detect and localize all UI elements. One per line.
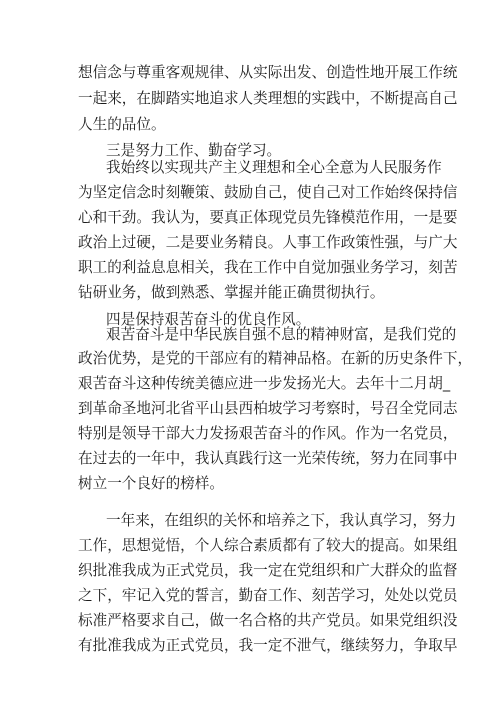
text-line: 政治上过硬，二是要业务精良。人事工作政策性强，与广大 [78,234,458,251]
text-line: 一起来，在脚踏实地追求人类理想的实践中，不断提高自己 [78,90,458,107]
text-line: 在过去的一年中，我认真践行这一光荣传统，努力在同事中 [78,450,458,467]
text-line: 政治优势，是党的干部应有的精神品格。在新的历史条件下， [78,350,473,367]
text-line: 三是努力工作、勤奋学习。 [106,142,282,159]
text-line: 标准严格要求自己，做一名合格的共产党员。如果党组织没 [78,612,458,629]
text-line: 艰苦奋斗是中华民族自强不息的精神财富，是我们党的 [106,326,457,343]
text-line: 想信念与尊重客观规律、从实际出发、创造性地开展工作统 [78,64,458,81]
text-line: 一年来，在组织的关怀和培养之下，我认真学习，努力 [106,512,457,529]
text-line: 钻研业务，做到熟悉、掌握并能正确贯彻执行。 [78,284,385,301]
text-line: 我始终以实现共产主义理想和全心全意为人民服务作 [106,159,442,176]
text-line: 四是保持艰苦奋斗的优良作风。 [106,311,311,328]
text-line: 特别是领导干部大力发扬艰苦奋斗的作风。作为一名党员， [78,425,458,442]
text-line: 织批准我成为正式党员，我一定在党组织和广大群众的监督 [78,562,458,579]
text-line: 之下，牢记入党的誓言，勤奋工作、刻苦学习，处处以党员 [78,587,458,604]
text-line: 树立一个良好的榜样。 [78,475,224,492]
text-line: 心和干劲。我认为，要真正体现党员先锋模范作用，一是要 [78,209,458,226]
text-line: 工作，思想觉悟，个人综合素质都有了较大的提高。如果组 [78,537,458,554]
text-line: 人生的品位。 [78,116,166,133]
text-line: 艰苦奋斗这种传统美德应进一步发扬光大。去年十二月胡_ [78,375,451,392]
text-line: 为坚定信念时刻鞭策、鼓励自己，使自己对工作始终保持信 [78,184,458,201]
text-line: 有批准我成为正式党员，我一定不泄气，继续努力，争取早 [78,637,458,654]
text-line: 职工的利益息息相关，我在工作中自觉加强业务学习，刻苦 [78,259,458,276]
text-line: 到革命圣地河北省平山县西柏坡学习考察时，号召全党同志 [78,400,458,417]
